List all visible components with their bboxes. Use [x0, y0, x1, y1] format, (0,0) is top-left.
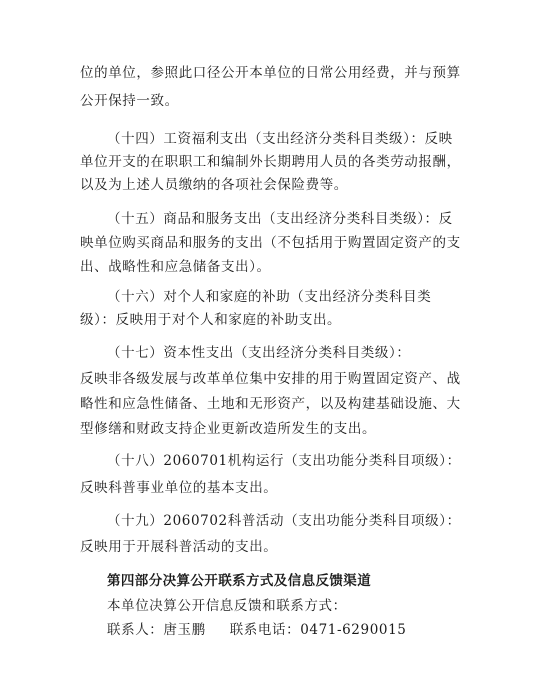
section-heading: 第四部分决算公开联系方式及信息反馈渠道 — [107, 573, 372, 589]
paragraph-line: 位的单位，参照此口径公开本单位的日常公用经费，并与预算 — [80, 65, 461, 81]
item-14-line: 以及为上述人员缴纳的各项社会保险费等。 — [80, 177, 348, 193]
item-18-line: （十八）2060701机构运行（支出功能分类科目项级）： — [107, 453, 461, 469]
item-15-line: 映单位购买商品和服务的支出（不包括用于购置固定资产的支 — [80, 235, 461, 251]
item-16-line: 级）：反映用于对个人和家庭的补助支出。 — [80, 312, 342, 328]
item-19-line: 反映用于开展科普活动的支出。 — [80, 539, 278, 555]
item-19-line: （十九）2060702科普活动（支出功能分类科目项级）： — [107, 513, 461, 529]
item-18-line: 反映科普事业单位的基本支出。 — [80, 480, 278, 496]
paragraph-line: 公开保持一致。 — [80, 93, 179, 109]
item-14-line: 单位开支的在职职工和编制外长期聘用人员的各类劳动报酬， — [80, 154, 461, 170]
item-14-line: （十四）工资福利支出（支出经济分类科目类级）：反映 — [107, 131, 453, 147]
item-16-line: （十六）对个人和家庭的补助（支出经济分类科目类 — [107, 289, 432, 305]
contact-person: 联系人：唐玉鹏 — [107, 622, 206, 638]
item-15-line: 出、战略性和应急储备支出）。 — [80, 259, 271, 275]
section-intro: 本单位决算公开信息反馈和联系方式： — [107, 598, 347, 614]
item-17-line: 略性和应急性储备、土地和无形资产，以及构建基础设施、大 — [80, 396, 461, 412]
contact-phone: 联系电话：0471-6290015 — [229, 622, 407, 638]
item-17-line: （十七）资本性支出（支出经济分类科目类级）： — [107, 345, 411, 361]
item-17-line: 反映非各级发展与改革单位集中安排的用于购置固定资产、战 — [80, 371, 461, 387]
contact-line — [107, 621, 406, 639]
item-15-line: （十五）商品和服务支出（支出经济分类科目类级）：反 — [107, 211, 453, 227]
item-17-line: 型修缮和财政支持企业更新改造所发生的支出。 — [80, 421, 377, 437]
